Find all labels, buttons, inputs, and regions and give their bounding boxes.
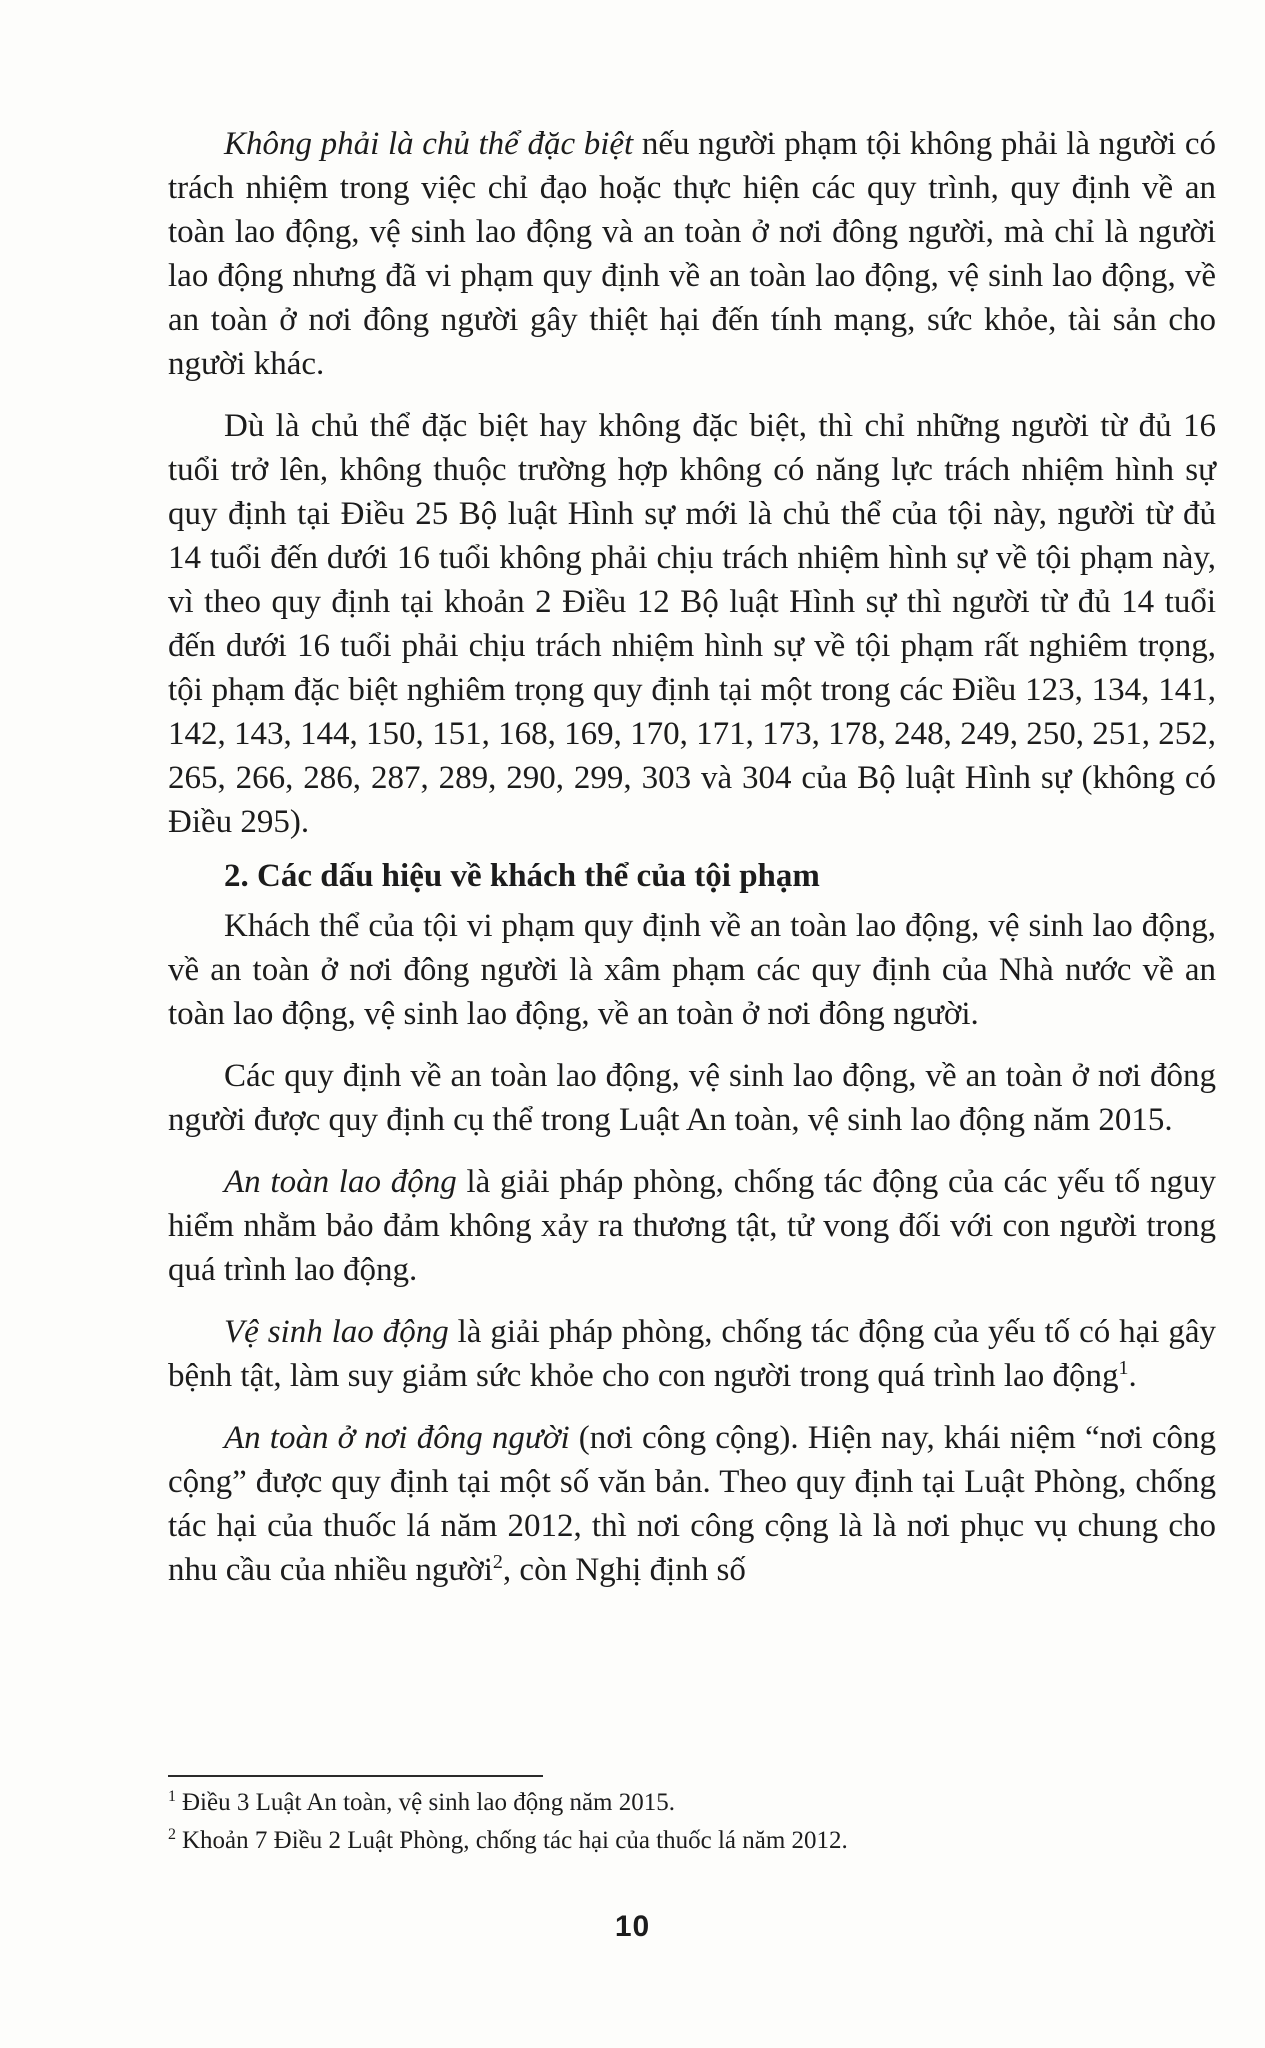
paragraph-special-subject — [168, 122, 1216, 386]
term-labor-hygiene: Vệ sinh lao động — [224, 1314, 449, 1350]
footnote-ref-2[interactable]: 2 — [492, 1551, 503, 1573]
footnote-number: 2 — [168, 1825, 176, 1843]
paragraph-text: là giải pháp phòng, chống tác động của yếu tố có hại gây bệnh tật, làm suy giảm sức khỏe cho con người trong quá trình lao động — [168, 1314, 1216, 1394]
footnote-2 — [168, 1822, 1216, 1860]
footnote-text: Khoản 7 Điều 2 Luật Phòng, chống tác hại của thuốc lá năm 2012. — [182, 1827, 848, 1854]
footnote-number: 1 — [168, 1787, 176, 1805]
paragraph-age-liability: Dù là chủ thể đặc biệt hay không đặc biệt, thì chỉ những người từ đủ 16 tuổi trở lên, không thuộc trường hợp không có năng lực trách nhiệm hình sự quy định tại Điều 25 Bộ luật Hình sự mới là chủ thể của tội này, người từ đủ 14 tuổi đến dưới 16 tuổi không phải chịu trách nhiệm hình sự về tội phạm này, vì theo quy định tại khoản 2 Điều 12 Bộ luật Hình sự thì người từ đủ 14 tuổi đến dưới 16 tuổi phải chịu trách nhiệm hình sự về tội phạm rất nghiêm trọng, tội phạm đặc biệt nghiêm trọng quy định tại một trong các Điều 123, 134, 141, 142, 143, 144, 150, 151, 168, 169, 170, 171, 173, 178, 248, 249, 250, 251, 252, 265, 266, 286, 287, 289, 290, 299, 303 và 304 của Bộ luật Hình sự (không có Điều 295). — [168, 408, 1216, 840]
paragraph-labor-hygiene — [168, 1310, 1216, 1398]
term-not-special-subject: Không phải là chủ thể đặc biệt — [224, 126, 634, 162]
paragraph-text: là giải pháp phòng, chống tác động của các yếu tố nguy hiểm nhằm bảo đảm không xảy ra thương tật, tử vong đối với con người trong quá trình lao động. — [168, 1164, 1217, 1288]
paragraph-end: , còn Nghị định số — [502, 1552, 746, 1588]
body-text — [168, 122, 1216, 1592]
paragraph-object-of-crime: Khách thể của tội vi phạm quy định về an toàn lao động, vệ sinh lao động, về an toàn ở nơi đông người là xâm phạm các quy định của Nhà nước về an toàn lao động, vệ sinh lao động, về an toàn ở nơi đông người. — [168, 908, 1216, 1032]
paragraph-public-place-safety — [168, 1416, 1216, 1592]
paragraph-text: (nơi công cộng). Hiện nay, khái niệm “nơi công cộng” được quy định tại một số văn bản. Theo quy định tại Luật Phòng, chống tác hại của thuốc lá năm 2012, thì nơi công cộng là là nơi phục vụ chung cho nhu cầu của nhiều người — [168, 1420, 1216, 1588]
footnotes — [168, 1784, 1216, 1860]
paragraph-regulations: Các quy định về an toàn lao động, vệ sinh lao động, về an toàn ở nơi đông người được quy định cụ thể trong Luật An toàn, vệ sinh lao động năm 2015. — [168, 1058, 1216, 1138]
term-public-place-safety: An toàn ở nơi đông người — [224, 1420, 570, 1456]
paragraph-text: nếu người phạm tội không phải là người có trách nhiệm trong việc chỉ đạo hoặc thực hiện các quy trình, quy định về an toàn lao động, vệ sinh lao động và an toàn ở nơi đông người, mà chỉ là người lao động nhưng đã vi phạm quy định về an toàn lao động, vệ sinh lao động, về an toàn ở nơi đông người gây thiệt hại đến tính mạng, sức khỏe, tài sản cho người khác. — [168, 126, 1216, 382]
paragraph-end: . — [1128, 1358, 1137, 1394]
footnote-1 — [168, 1784, 1216, 1822]
section-heading: 2. Các dấu hiệu về khách thể của tội phạm — [224, 858, 820, 894]
page-number: 10 — [614, 1910, 651, 1943]
term-labor-safety: An toàn lao động — [224, 1164, 457, 1200]
footnote-divider — [168, 1775, 543, 1777]
footnote-text: Điều 3 Luật An toàn, vệ sinh lao động năm 2015. — [182, 1789, 675, 1816]
paragraph-labor-safety — [168, 1160, 1216, 1292]
footnote-ref-1[interactable]: 1 — [1118, 1357, 1129, 1379]
